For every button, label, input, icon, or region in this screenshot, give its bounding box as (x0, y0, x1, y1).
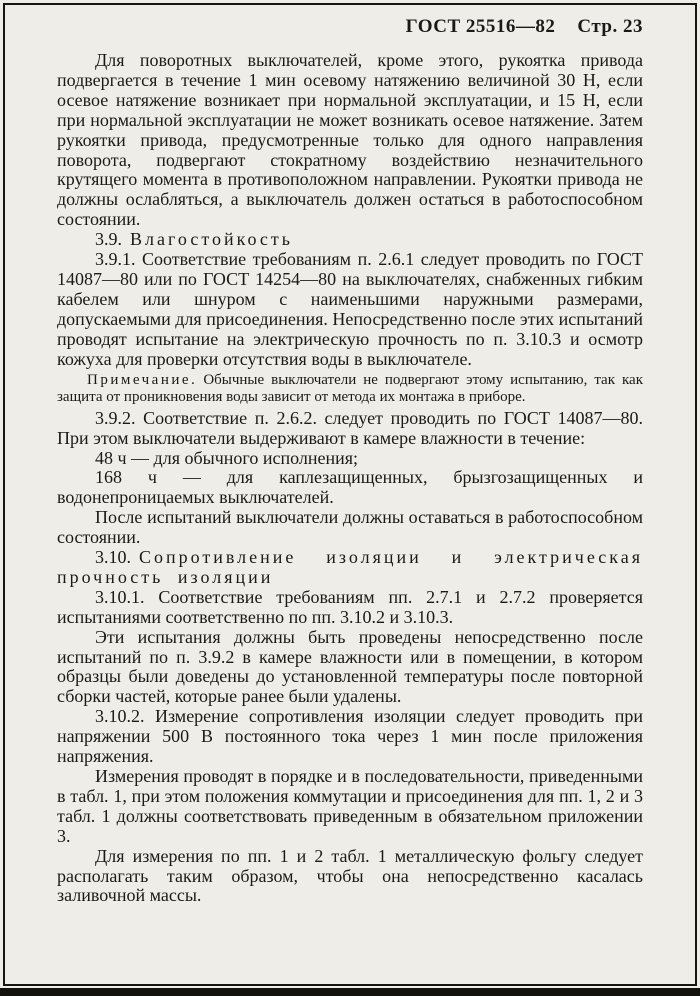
page-header (57, 16, 643, 38)
note-paragraph (57, 372, 643, 407)
section-title: Сопротивление изоляции и электрическая прочность изоляции (57, 547, 643, 587)
section-number: 3.9. (95, 229, 122, 250)
page-number: Стр. 23 (577, 16, 643, 37)
note-text: Обычные выключатели не подвергают этому испытанию, так как защита от проникновения воды зависит от метода их монтажа в приборе. (57, 371, 643, 406)
scan-edge-bar (0, 988, 700, 996)
paragraph-test-conditions: Эти испытания должны быть проведены непосредственно после испытаний по п. 3.9.2 в камере влажности или в помещении, в котором образцы были доведены до установленной температуры после повторной сборки частей, которые ранее были удалены. (57, 626, 643, 707)
note-label: Примечание. (87, 371, 198, 388)
section-heading-3-10 (57, 548, 643, 588)
paragraph-3-10-2: 3.10.2. Измерение сопротивления изоляции следует проводить при напряжении 500 В постоянного тока через 1 мин после приложения напряжения. (57, 706, 643, 767)
paragraph-48h: 48 ч — для обычного исполнения; (95, 447, 359, 468)
paragraph-foil-placement: Для измерения по пп. 1 и 2 табл. 1 металлическую фольгу следует располагать таким образом, чтобы она непосредственно касалась заливочной массы. (57, 845, 643, 906)
document-number: ГОСТ 25516—82 (405, 16, 556, 37)
section-title: Влагостойкость (130, 229, 293, 250)
paragraph-after-tests: После испытаний выключатели должны оставаться в работоспособном состоянии. (57, 507, 643, 548)
paragraph-168h: 168 ч — для каплезащищенных, брызгозащищенных и водонепроницаемых выключателей. (57, 467, 643, 508)
page-content (57, 51, 643, 906)
section-number: 3.10. (95, 547, 131, 568)
paragraph-3-9-2: 3.9.2. Соответствие п. 2.6.2. следует проводить по ГОСТ 14087—80. При этом выключатели выдерживают в камере влажности в течение: (57, 407, 643, 448)
paragraph-rotary-switches: Для поворотных выключателей, кроме этого, рукоятка привода подвергается в течение 1 мин осевому натяжению величиной 30 Н, если осевое натяжение возникает при нормальной эксплуатации, и 15 Н, если при нормальной эксплуатации не может возникать осевое натяжение. Затем рукоятки привода, предусмотренные только для одного направления поворота, подвергают стократному воздействию незначительного крутящего момента в противоположном направлении. Рукоятки привода не должны ослабляться, а выключатель должен остаться в работоспособном состоянии. (57, 50, 643, 230)
paragraph-measurement-order: Измерения проводят в порядке и в последовательности, приведенными в табл. 1, при этом положения коммутации и присоединения для пп. 1, 2 и 3 табл. 1 должны соответствовать приведенным в обязательном приложении 3. (57, 766, 643, 846)
paragraph-3-10-1: 3.10.1. Соответствие требованиям пп. 2.7.1 и 2.7.2 проверяется испытаниями соответственно по пп. 3.10.2 и 3.10.3. (57, 586, 643, 627)
paragraph-3-9-1: 3.9.1. Соответствие требованиям п. 2.6.1 следует проводить по ГОСТ 14087—80 или по ГОСТ 14254—80 на выключателях, снабженных гибким кабелем или шнуром с наименьшими наружными размерами, допускаемыми для присоединения. Непосредственно после этих испытаний проводят испытание на электрическую прочность по п. 3.10.3 и осмотр кожуха для проверки отсутствия воды в выключателе. (57, 249, 643, 369)
section-heading-3-9 (57, 230, 643, 250)
